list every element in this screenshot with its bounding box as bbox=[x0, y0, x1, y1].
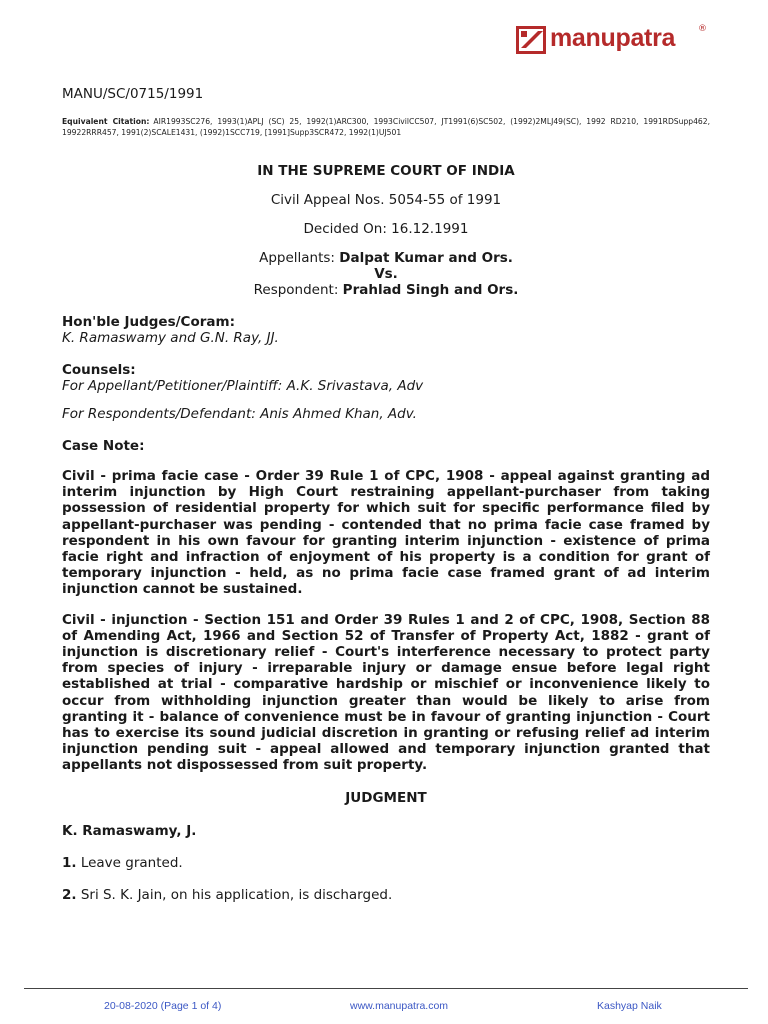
appellants-label: Appellants: bbox=[259, 250, 340, 266]
equivalent-citation bbox=[62, 116, 710, 138]
appeal-number: Civil Appeal Nos. 5054-55 of 1991 bbox=[270, 192, 502, 208]
judges-heading: Hon'ble Judges/Coram: bbox=[62, 314, 235, 330]
footer-website-link[interactable]: www.manupatra.com bbox=[350, 1000, 449, 1012]
equivalent-citation-label: Equivalent Citation: bbox=[62, 117, 150, 126]
case-note-paragraph-1: Civil - prima facie case - Order 39 Rule 1 of CPC, 1908 - appeal against granting ad interim injunction by High Court restraining appellant-purchaser from taking possession of residential property for which suit for specific performance filed by appellant-purchaser was pending - contended that no prima facie case framed by respondent in his own favour for granting interim injunction - existence of prima facie right and infraction of enjoyment of his property is a condition for grant of temporary injunction - held, as no prima facie case framed grant of ad interim injunction cannot be sustained. bbox=[62, 468, 710, 598]
respondent-line bbox=[62, 282, 710, 298]
registered-mark: ® bbox=[698, 24, 707, 34]
paragraph-1 bbox=[62, 855, 710, 872]
manupatra-logo-icon bbox=[516, 26, 546, 54]
paragraph-1-number: 1. bbox=[62, 854, 77, 871]
document-body bbox=[62, 86, 710, 904]
logo-wordmark: manupatra bbox=[550, 24, 676, 52]
counsel-appellant: For Appellant/Petitioner/Plaintiff: A.K. Srivastava, Adv bbox=[62, 378, 424, 394]
case-note-heading: Case Note: bbox=[62, 438, 145, 454]
paragraph-2 bbox=[62, 887, 710, 904]
equivalent-citation-text: AIR1993SC276, 1993(1)APLJ (SC) 25, 1992(1)ARC300, 1993CivilCC507, JT1991(6)SC502, (1992)2MLJ49(SC), 1992 RD210, 1991RDSupp462, 19922RRR457, 1991(2)SCALE1431, (1992)1SCC719, [1991]Supp3SCR472, 1992(1)UJ501 bbox=[62, 117, 710, 137]
case-note-paragraph-2: Civil - injunction - Section 151 and Order 39 Rules 1 and 2 of CPC, 1908, Section 88 of Amending Act, 1966 and Section 52 of Transfer of Property Act, 1882 - grant of injunction is discretionary relief - Court's interference necessary to protect party from species of injury - irreparable injury or damage ensue before legal right established at trial - comparative hardship or mischief or inconvenience likely to occur from withholding injunction greater than would be likely to arise from granting it - balance of convenience must be in favour of granting injunction - Court has to exercise its sound judicial discretion in granting or refusing relief ad interim injunction pending suit - appeal allowed and temporary injunction granted that appellants not dispossessed from suit property. bbox=[62, 611, 710, 774]
respondent-name: Prahlad Singh and Ors. bbox=[342, 282, 519, 298]
manu-citation: MANU/SC/0715/1991 bbox=[62, 86, 204, 102]
decided-date: Decided On: 16.12.1991 bbox=[303, 221, 469, 237]
manupatra-logo bbox=[516, 24, 716, 58]
paragraph-2-text: Sri S. K. Jain, on his application, is discharged. bbox=[76, 886, 393, 903]
judges-names: K. Ramaswamy and G.N. Ray, JJ. bbox=[62, 330, 279, 346]
footer-date-page: 20-08-2020 (Page 1 of 4) bbox=[104, 1000, 222, 1012]
footer-divider bbox=[24, 988, 748, 989]
counsel-respondent: For Respondents/Defendant: Anis Ahmed Khan, Adv. bbox=[62, 406, 417, 422]
respondent-label: Respondent: bbox=[253, 282, 343, 298]
judge-name: K. Ramaswamy, J. bbox=[62, 822, 197, 839]
counsels-heading: Counsels: bbox=[62, 362, 136, 378]
paragraph-1-text: Leave granted. bbox=[76, 854, 183, 871]
judgment-heading: JUDGMENT bbox=[345, 789, 427, 806]
footer-user-name: Kashyap Naik bbox=[597, 1000, 662, 1012]
paragraph-2-number: 2. bbox=[62, 886, 77, 903]
appellants-line bbox=[62, 250, 710, 266]
court-name: IN THE SUPREME COURT OF INDIA bbox=[257, 163, 515, 179]
versus: Vs. bbox=[374, 266, 398, 282]
appellants-name: Dalpat Kumar and Ors. bbox=[339, 250, 513, 266]
